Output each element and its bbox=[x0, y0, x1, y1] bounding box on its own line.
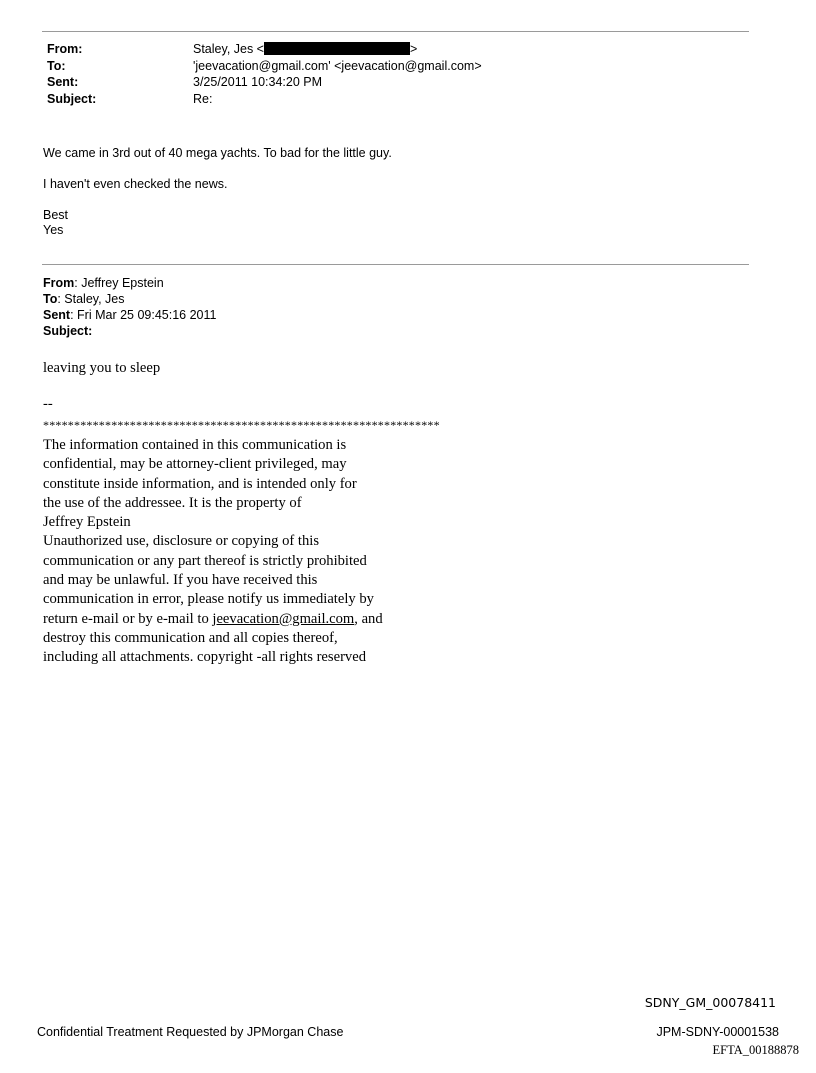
to-value: 'jeevacation@gmail.com' <jeevacation@gmail.com> bbox=[193, 58, 482, 73]
top-divider bbox=[42, 31, 749, 32]
sent-row bbox=[47, 74, 482, 91]
sent-label: Sent: bbox=[47, 75, 79, 89]
bates-number-1: SDNY_GM_00078411 bbox=[644, 995, 776, 1010]
sent-row-2: Sent: Fri Mar 25 09:45:16 2011 bbox=[43, 308, 217, 322]
sent-value: 3/25/2011 10:34:20 PM bbox=[193, 75, 323, 89]
disclaimer-line: constitute inside information, and is intended only for bbox=[43, 475, 357, 492]
disclaimer-line: Jeffrey Epstein bbox=[43, 514, 131, 531]
message1-line2: I haven't even checked the news. bbox=[43, 177, 228, 191]
signature-stars: **************************************************************** bbox=[43, 418, 440, 432]
email-header-2 bbox=[43, 275, 216, 339]
message1-line1: We came in 3rd out of 40 mega yachts. To bad for the little guy. bbox=[43, 146, 392, 160]
disclaimer-line: including all attachments. copyright -all rights reserved bbox=[43, 649, 366, 666]
from-label: From: bbox=[47, 42, 83, 56]
redaction-box bbox=[264, 42, 410, 55]
subject-row-2: Subject: bbox=[43, 324, 93, 338]
message1-closing2: Yes bbox=[43, 223, 64, 237]
disclaimer-line: The information contained in this communication is bbox=[43, 437, 347, 453]
disclaimer-line: the use of the addressee. It is the property of bbox=[43, 494, 302, 511]
message2-body: leaving you to sleep bbox=[43, 360, 161, 376]
disclaimer-line: communication in error, please notify us immediately by bbox=[43, 591, 374, 608]
bates-number-2: JPM-SDNY-00001538 bbox=[656, 1025, 779, 1039]
from-row bbox=[47, 41, 482, 58]
disclaimer-line: communication or any part thereof is strictly prohibited bbox=[43, 552, 367, 569]
disclaimer-line: and may be unlawful. If you have received this bbox=[43, 572, 318, 589]
from-row-2: From: Jeffrey Epstein bbox=[43, 276, 164, 290]
bates-number-3: EFTA_00188878 bbox=[712, 1043, 799, 1057]
disclaimer bbox=[43, 436, 423, 668]
disclaimer-line: confidential, may be attorney-client privileged, may bbox=[43, 456, 347, 473]
to-row bbox=[47, 58, 482, 75]
disclaimer-line: destroy this communication and all copies thereof, bbox=[43, 629, 338, 646]
message1-closing1: Best bbox=[43, 208, 69, 222]
signature-separator: -- bbox=[43, 396, 53, 412]
disclaimer-email-line: return e-mail or by e-mail to jeevacation@gmail.com, and bbox=[43, 610, 383, 627]
email-header-1 bbox=[47, 41, 482, 107]
subject-value: Re: bbox=[193, 91, 213, 106]
email-link[interactable]: jeevacation@gmail.com bbox=[212, 610, 355, 627]
to-row-2: To: Staley, Jes bbox=[43, 292, 125, 306]
disclaimer-line: Unauthorized use, disclosure or copying of this bbox=[43, 533, 320, 550]
confidential-notice: Confidential Treatment Requested by JPMorgan Chase bbox=[37, 1025, 344, 1039]
from-value: Staley, Jes < > bbox=[193, 42, 418, 56]
subject-row bbox=[47, 91, 482, 108]
to-label: To: bbox=[47, 58, 66, 73]
middle-divider bbox=[42, 264, 749, 265]
subject-label: Subject: bbox=[47, 91, 97, 106]
